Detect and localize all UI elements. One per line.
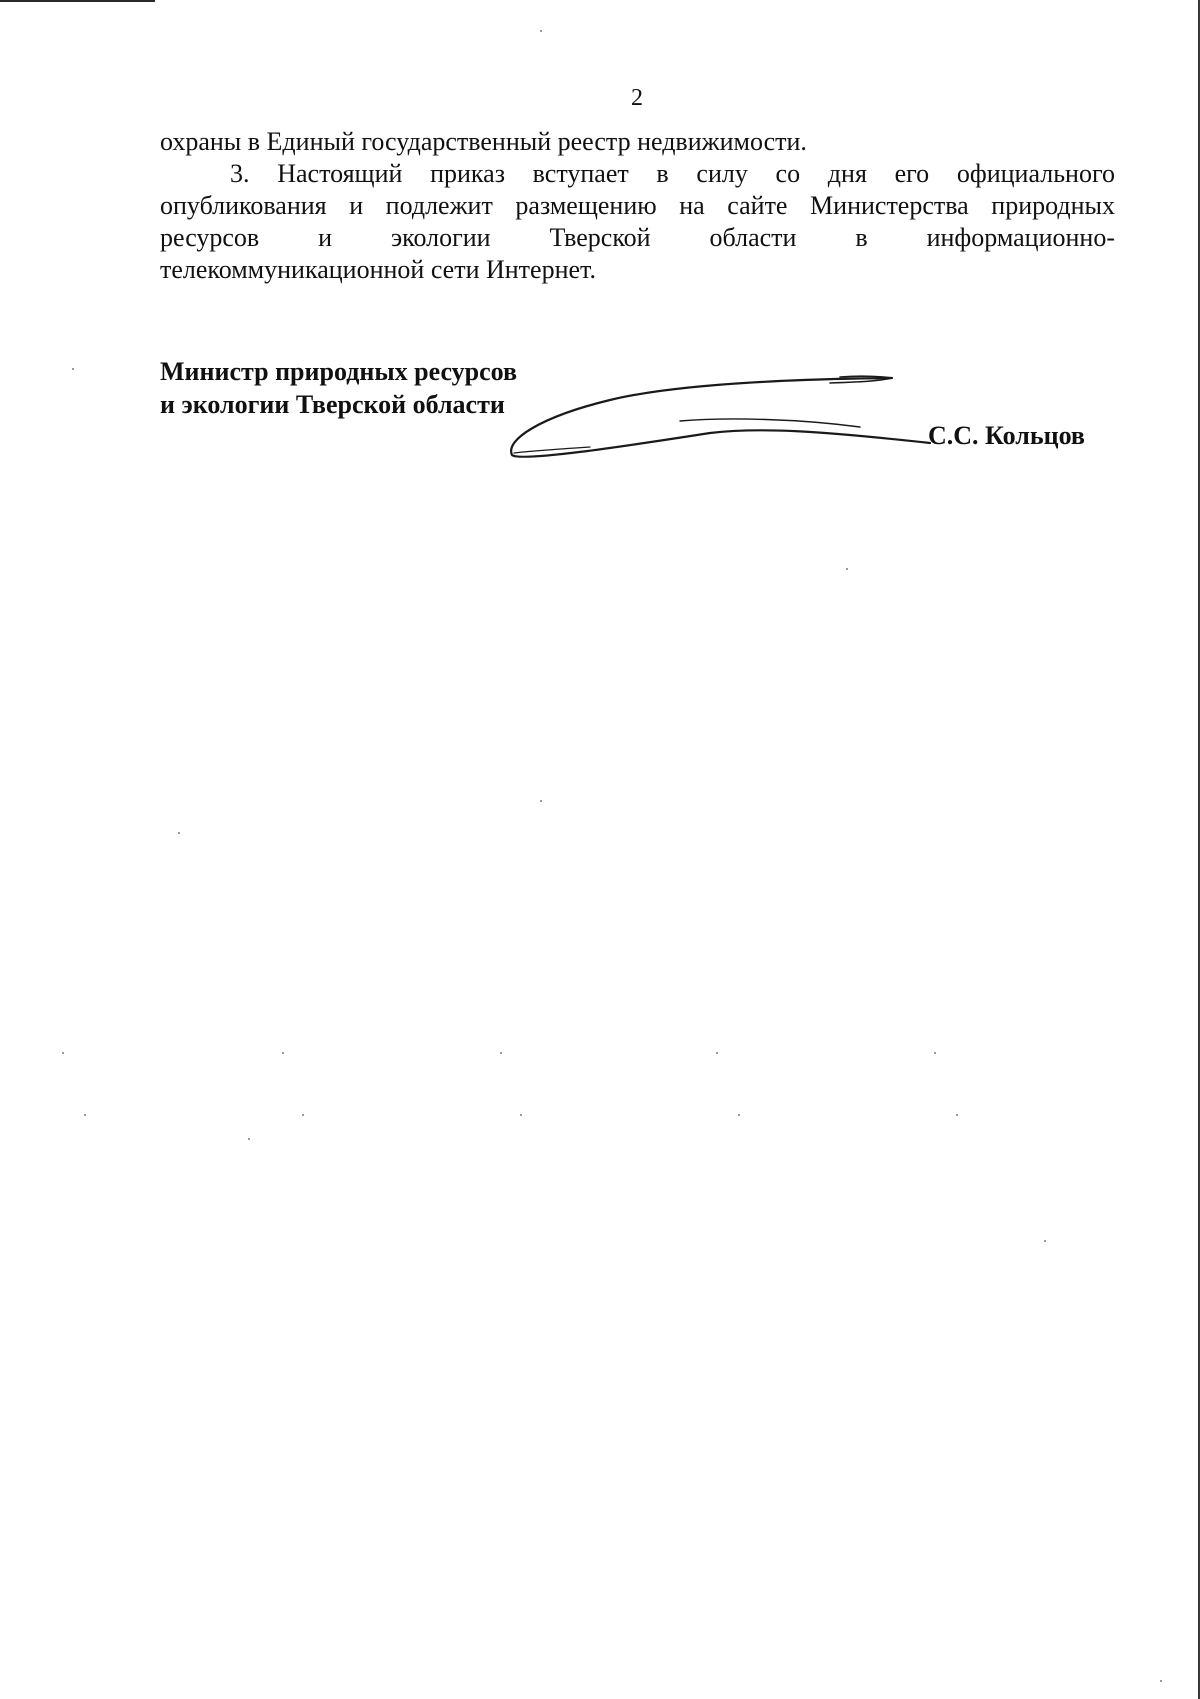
paragraph-continuation: охраны в Единый государственный реестр недвижимости.: [160, 127, 807, 156]
scan-speck: [282, 1052, 284, 1054]
clause-3-line-4: телекоммуникационной сети Интернет.: [160, 255, 596, 284]
signatory-title-line-2: и экологии Тверской области: [160, 390, 505, 419]
scan-speck: [540, 30, 542, 32]
scan-edge-top: [0, 0, 155, 2]
clause-3-line-1: 3. Настоящий приказ вступает в силу со дня его официального: [230, 159, 1115, 188]
scan-speck: [248, 1138, 250, 1140]
clause-3-line-3: ресурсов и экологии Тверской области в информационно-: [160, 223, 1115, 252]
scan-speck: [72, 368, 74, 370]
handwritten-signature: [500, 365, 940, 465]
scan-speck: [84, 1114, 86, 1116]
scan-speck: [1044, 1240, 1046, 1242]
scan-speck: [1160, 1680, 1162, 1682]
scan-speck: [716, 1052, 718, 1054]
scan-speck: [846, 568, 848, 570]
page-number: 2: [631, 85, 643, 111]
clause-3-line-2: опубликования и подлежит размещению на сайте Министерства природных: [160, 191, 1115, 220]
scan-speck: [540, 800, 542, 802]
scan-speck: [934, 1052, 936, 1054]
signatory-title-line-1: Министр природных ресурсов: [160, 357, 518, 386]
scan-speck: [956, 1114, 958, 1116]
scan-speck: [302, 1114, 304, 1116]
scan-speck: [520, 1114, 522, 1116]
scan-speck: [178, 832, 180, 834]
signatory-name: С.С. Кольцов: [928, 421, 1085, 450]
signatory-title: [160, 355, 517, 421]
scan-speck: [62, 1052, 64, 1054]
scan-speck: [738, 1114, 740, 1116]
paragraph-clause-3: [160, 158, 1115, 286]
scan-speck: [500, 1052, 502, 1054]
